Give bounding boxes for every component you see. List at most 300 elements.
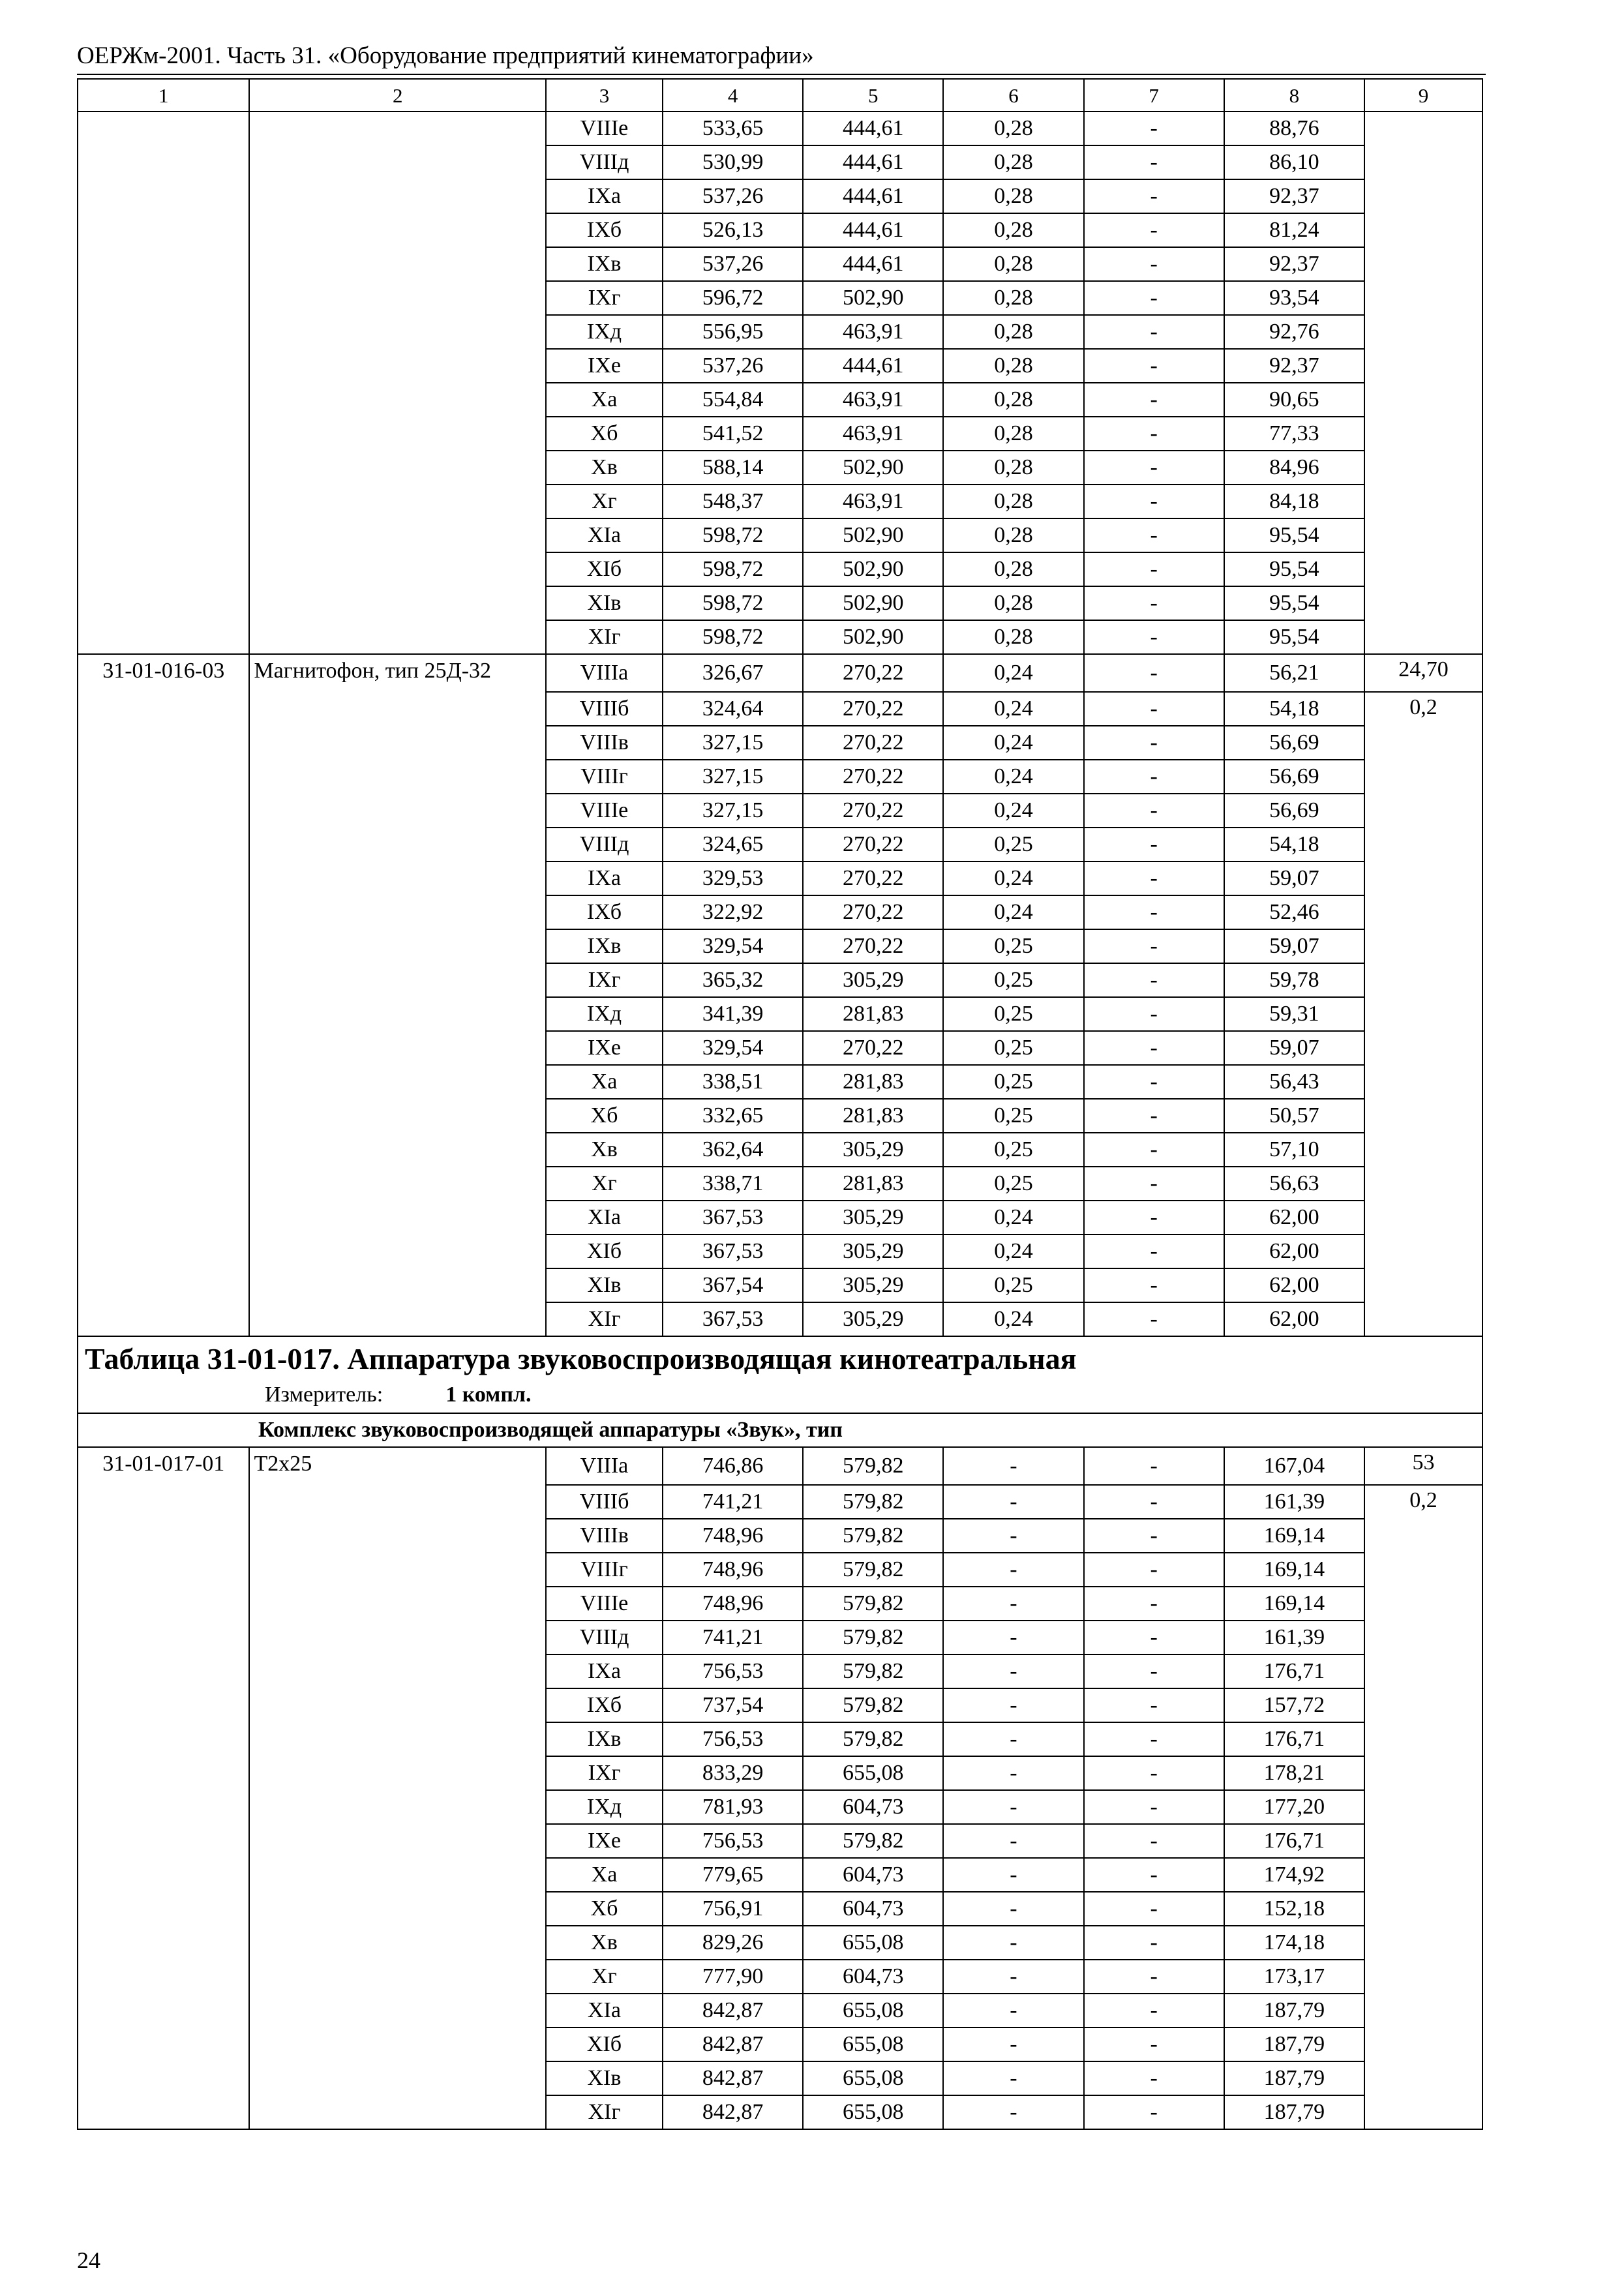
materials-cell: 62,00 — [1224, 1234, 1364, 1268]
zone-code-cell: IXа — [546, 1654, 663, 1688]
machinist-wages-cell: - — [1084, 1926, 1224, 1960]
machinist-wages-cell: - — [1084, 1133, 1224, 1167]
materials-cell: 157,72 — [1224, 1688, 1364, 1722]
zone-code-cell: IXд — [546, 997, 663, 1031]
machines-cell: - — [943, 1621, 1083, 1654]
machinist-wages-cell: - — [1084, 2095, 1224, 2129]
machinist-wages-cell: - — [1084, 417, 1224, 451]
zone-code-cell: IXг — [546, 281, 663, 315]
zone-code-cell: IXб — [546, 1688, 663, 1722]
wages-cell: 502,90 — [803, 552, 943, 586]
materials-cell: 62,00 — [1224, 1268, 1364, 1302]
wages-cell: 604,73 — [803, 1892, 943, 1926]
machines-cell: 0,28 — [943, 179, 1083, 213]
materials-cell: 95,54 — [1224, 552, 1364, 586]
zone-code-cell: VIIIв — [546, 726, 663, 760]
total-cost-cell: 526,13 — [663, 213, 803, 247]
machines-cell: 0,25 — [943, 1065, 1083, 1099]
wages-cell: 502,90 — [803, 620, 943, 654]
zone-code-cell: IXе — [546, 1824, 663, 1858]
machines-cell: - — [943, 1960, 1083, 1994]
materials-cell: 81,24 — [1224, 213, 1364, 247]
unit-line — [85, 1384, 1482, 1406]
machines-cell: - — [943, 1519, 1083, 1553]
machines-cell: - — [943, 1688, 1083, 1722]
zone-code-cell: VIIIе — [546, 794, 663, 828]
materials-cell: 56,63 — [1224, 1167, 1364, 1201]
zone-code-cell: Xв — [546, 1133, 663, 1167]
machinist-wages-cell: - — [1084, 1201, 1224, 1234]
machines-cell: 0,25 — [943, 1167, 1083, 1201]
machines-cell: 0,28 — [943, 145, 1083, 179]
total-cost-cell: 737,54 — [663, 1688, 803, 1722]
code-cell: 31-01-016-03 — [78, 654, 249, 1336]
wages-cell: 604,73 — [803, 1960, 943, 1994]
wages-cell: 502,90 — [803, 586, 943, 620]
zone-code-cell: VIIIб — [546, 1485, 663, 1519]
total-cost-cell: 588,14 — [663, 451, 803, 485]
zone-code-cell: IXе — [546, 349, 663, 383]
materials-cell: 178,21 — [1224, 1756, 1364, 1790]
machines-cell: 0,24 — [943, 760, 1083, 794]
wages-cell: 270,22 — [803, 828, 943, 861]
wages-cell: 281,83 — [803, 1167, 943, 1201]
machinist-wages-cell: - — [1084, 451, 1224, 485]
machinist-wages-cell: - — [1084, 1099, 1224, 1133]
wages-cell: 281,83 — [803, 1065, 943, 1099]
total-cost-cell: 748,96 — [663, 1553, 803, 1587]
zone-code-cell: VIIIд — [546, 145, 663, 179]
machines-cell: 0,24 — [943, 726, 1083, 760]
machines-cell: 0,24 — [943, 895, 1083, 929]
wages-cell: 270,22 — [803, 654, 943, 692]
wages-cell: 579,82 — [803, 1447, 943, 1485]
materials-cell: 50,57 — [1224, 1099, 1364, 1133]
total-cost-cell: 365,32 — [663, 963, 803, 997]
zone-code-cell: IXд — [546, 1790, 663, 1824]
machines-cell: - — [943, 1824, 1083, 1858]
total-cost-cell: 756,91 — [663, 1892, 803, 1926]
machinist-wages-cell: - — [1084, 1167, 1224, 1201]
wages-cell: 502,90 — [803, 451, 943, 485]
machines-cell: 0,28 — [943, 112, 1083, 145]
machines-cell: - — [943, 1892, 1083, 1926]
col9-empty-cell — [1364, 112, 1482, 654]
wages-cell: 655,08 — [803, 2061, 943, 2095]
zone-code-cell: VIIIг — [546, 1553, 663, 1587]
machinist-wages-cell: - — [1084, 794, 1224, 828]
materials-cell: 92,37 — [1224, 349, 1364, 383]
machines-cell: - — [943, 1926, 1083, 1960]
total-cost-cell: 533,65 — [663, 112, 803, 145]
zone-code-cell: XIб — [546, 2027, 663, 2061]
machinist-wages-cell: - — [1084, 1268, 1224, 1302]
materials-cell: 59,07 — [1224, 929, 1364, 963]
machines-cell: 0,24 — [943, 692, 1083, 726]
materials-cell: 90,65 — [1224, 383, 1364, 417]
materials-cell: 173,17 — [1224, 1960, 1364, 1994]
machinist-wages-cell: - — [1084, 692, 1224, 726]
total-cost-cell: 338,71 — [663, 1167, 803, 1201]
total-cost-cell: 362,64 — [663, 1133, 803, 1167]
machinist-wages-cell: - — [1084, 586, 1224, 620]
wages-cell: 579,82 — [803, 1485, 943, 1519]
machines-cell: - — [943, 1654, 1083, 1688]
zone-code-cell: XIг — [546, 2095, 663, 2129]
zone-code-cell: XIг — [546, 620, 663, 654]
machinist-wages-cell: - — [1084, 281, 1224, 315]
machinist-wages-cell: - — [1084, 1587, 1224, 1621]
machines-cell: - — [943, 1447, 1083, 1485]
total-cost-cell: 322,92 — [663, 895, 803, 929]
total-cost-cell: 842,87 — [663, 2095, 803, 2129]
zone-code-cell: Xа — [546, 383, 663, 417]
machinist-wages-cell: - — [1084, 485, 1224, 518]
total-cost-cell: 748,96 — [663, 1519, 803, 1553]
machines-cell: - — [943, 1756, 1083, 1790]
wages-cell: 655,08 — [803, 2095, 943, 2129]
zone-code-cell: VIIIг — [546, 760, 663, 794]
zone-code-cell: Xв — [546, 451, 663, 485]
machines-cell: 0,25 — [943, 1031, 1083, 1065]
table-title-row — [78, 1336, 1482, 1413]
total-cost-cell: 746,86 — [663, 1447, 803, 1485]
table-row — [78, 112, 1482, 145]
total-cost-cell: 338,51 — [663, 1065, 803, 1099]
wages-cell: 579,82 — [803, 1688, 943, 1722]
materials-cell: 84,18 — [1224, 485, 1364, 518]
machines-cell: - — [943, 2095, 1083, 2129]
machines-cell: - — [943, 1587, 1083, 1621]
materials-cell: 92,37 — [1224, 179, 1364, 213]
column-number-cell: 1 — [78, 79, 249, 112]
machines-cell: 0,25 — [943, 1133, 1083, 1167]
col9-value-cell: 0,2 — [1364, 1485, 1482, 2129]
zone-code-cell: IXе — [546, 1031, 663, 1065]
total-cost-cell: 327,15 — [663, 794, 803, 828]
materials-cell: 177,20 — [1224, 1790, 1364, 1824]
wages-cell: 579,82 — [803, 1553, 943, 1587]
column-number-cell: 7 — [1084, 79, 1224, 112]
total-cost-cell: 598,72 — [663, 518, 803, 552]
materials-cell: 86,10 — [1224, 145, 1364, 179]
zone-code-cell: IXг — [546, 963, 663, 997]
total-cost-cell: 324,65 — [663, 828, 803, 861]
machinist-wages-cell: - — [1084, 349, 1224, 383]
zone-code-cell: IXг — [546, 1756, 663, 1790]
total-cost-cell: 329,54 — [663, 929, 803, 963]
machines-cell: 0,25 — [943, 963, 1083, 997]
machines-cell: 0,24 — [943, 794, 1083, 828]
zone-code-cell: IXа — [546, 179, 663, 213]
machinist-wages-cell: - — [1084, 963, 1224, 997]
machinist-wages-cell: - — [1084, 2061, 1224, 2095]
wages-cell: 270,22 — [803, 692, 943, 726]
materials-cell: 59,07 — [1224, 861, 1364, 895]
machinist-wages-cell: - — [1084, 861, 1224, 895]
wages-cell: 444,61 — [803, 213, 943, 247]
total-cost-cell: 779,65 — [663, 1858, 803, 1892]
zone-code-cell: Xг — [546, 1167, 663, 1201]
machines-cell: 0,25 — [943, 1099, 1083, 1133]
total-cost-cell: 596,72 — [663, 281, 803, 315]
code-cell-continued — [78, 112, 249, 654]
materials-cell: 52,46 — [1224, 895, 1364, 929]
materials-cell: 152,18 — [1224, 1892, 1364, 1926]
total-cost-cell: 842,87 — [663, 2061, 803, 2095]
machinist-wages-cell: - — [1084, 760, 1224, 794]
name-cell-continued — [249, 112, 546, 654]
total-cost-cell: 556,95 — [663, 315, 803, 349]
wages-cell: 579,82 — [803, 1654, 943, 1688]
zone-code-cell: VIIIв — [546, 1519, 663, 1553]
table-title: Таблица 31-01-017. Аппаратура звуковоспроизводящая кинотеатральная — [85, 1342, 1077, 1375]
zone-code-cell: VIIIд — [546, 828, 663, 861]
machinist-wages-cell: - — [1084, 112, 1224, 145]
machines-cell: 0,28 — [943, 349, 1083, 383]
machines-cell: 0,28 — [943, 518, 1083, 552]
machinist-wages-cell: - — [1084, 997, 1224, 1031]
machines-cell: 0,24 — [943, 654, 1083, 692]
wages-cell: 579,82 — [803, 1621, 943, 1654]
wages-cell: 444,61 — [803, 349, 943, 383]
materials-cell: 57,10 — [1224, 1133, 1364, 1167]
column-number-cell: 4 — [663, 79, 803, 112]
wages-cell: 579,82 — [803, 1587, 943, 1621]
machinist-wages-cell: - — [1084, 315, 1224, 349]
wages-cell: 502,90 — [803, 518, 943, 552]
zone-code-cell: VIIIд — [546, 1621, 663, 1654]
total-cost-cell: 332,65 — [663, 1099, 803, 1133]
total-cost-cell: 598,72 — [663, 586, 803, 620]
zone-code-cell: Xб — [546, 1892, 663, 1926]
total-cost-cell: 341,39 — [663, 997, 803, 1031]
wages-cell: 604,73 — [803, 1858, 943, 1892]
total-cost-cell: 756,53 — [663, 1824, 803, 1858]
machinist-wages-cell: - — [1084, 1858, 1224, 1892]
machines-cell: 0,24 — [943, 1234, 1083, 1268]
materials-cell: 54,18 — [1224, 828, 1364, 861]
wages-cell: 305,29 — [803, 1133, 943, 1167]
zone-code-cell: XIг — [546, 1302, 663, 1336]
machines-cell: 0,28 — [943, 213, 1083, 247]
machines-cell: 0,28 — [943, 552, 1083, 586]
machines-cell: - — [943, 1790, 1083, 1824]
zone-code-cell: XIв — [546, 1268, 663, 1302]
wages-cell: 270,22 — [803, 861, 943, 895]
wages-cell: 444,61 — [803, 247, 943, 281]
materials-cell: 62,00 — [1224, 1201, 1364, 1234]
total-cost-cell: 541,52 — [663, 417, 803, 451]
zone-code-cell: Xв — [546, 1926, 663, 1960]
col9-value-cell: 24,70 — [1364, 654, 1482, 692]
col9-value-cell: 53 — [1364, 1447, 1482, 1485]
machines-cell: 0,28 — [943, 485, 1083, 518]
total-cost-cell: 329,53 — [663, 861, 803, 895]
machinist-wages-cell: - — [1084, 1621, 1224, 1654]
machinist-wages-cell: - — [1084, 1031, 1224, 1065]
zone-code-cell: Xб — [546, 417, 663, 451]
machinist-wages-cell: - — [1084, 895, 1224, 929]
column-number-cell: 6 — [943, 79, 1083, 112]
materials-cell: 62,00 — [1224, 1302, 1364, 1336]
total-cost-cell: 756,53 — [663, 1654, 803, 1688]
materials-cell: 77,33 — [1224, 417, 1364, 451]
page-number: 24 — [77, 2247, 100, 2273]
zone-code-cell: Xа — [546, 1858, 663, 1892]
wages-cell: 305,29 — [803, 1234, 943, 1268]
name-cell: Магнитофон, тип 25Д-32 — [249, 654, 546, 1336]
machines-cell: 0,28 — [943, 383, 1083, 417]
machinist-wages-cell: - — [1084, 1654, 1224, 1688]
wages-cell: 281,83 — [803, 1099, 943, 1133]
machinist-wages-cell: - — [1084, 1688, 1224, 1722]
wages-cell: 270,22 — [803, 895, 943, 929]
machinist-wages-cell: - — [1084, 1756, 1224, 1790]
zone-code-cell: VIIIе — [546, 112, 663, 145]
materials-cell: 187,79 — [1224, 2095, 1364, 2129]
wages-cell: 463,91 — [803, 383, 943, 417]
table-row — [78, 654, 1482, 692]
wages-cell: 463,91 — [803, 485, 943, 518]
machinist-wages-cell: - — [1084, 1824, 1224, 1858]
materials-cell: 56,21 — [1224, 654, 1364, 692]
code-cell: 31-01-017-01 — [78, 1447, 249, 2129]
rates-table — [77, 78, 1483, 2130]
zone-code-cell: XIа — [546, 1994, 663, 2027]
total-cost-cell: 327,15 — [663, 726, 803, 760]
total-cost-cell: 367,53 — [663, 1234, 803, 1268]
unit-value: 1 компл. — [445, 1383, 532, 1407]
materials-cell: 56,69 — [1224, 726, 1364, 760]
subheading-row — [78, 1413, 1482, 1447]
column-number-cell: 8 — [1224, 79, 1364, 112]
zone-code-cell: VIIIе — [546, 1587, 663, 1621]
total-cost-cell: 530,99 — [663, 145, 803, 179]
total-cost-cell: 829,26 — [663, 1926, 803, 1960]
wages-cell: 444,61 — [803, 112, 943, 145]
zone-code-cell: Xг — [546, 485, 663, 518]
machinist-wages-cell: - — [1084, 654, 1224, 692]
wages-cell: 655,08 — [803, 1994, 943, 2027]
total-cost-cell: 842,87 — [663, 2027, 803, 2061]
machines-cell: 0,25 — [943, 929, 1083, 963]
zone-code-cell: IXв — [546, 929, 663, 963]
wages-cell: 270,22 — [803, 794, 943, 828]
machinist-wages-cell: - — [1084, 179, 1224, 213]
total-cost-cell: 833,29 — [663, 1756, 803, 1790]
materials-cell: 167,04 — [1224, 1447, 1364, 1485]
machinist-wages-cell: - — [1084, 929, 1224, 963]
wages-cell: 604,73 — [803, 1790, 943, 1824]
materials-cell: 59,78 — [1224, 963, 1364, 997]
zone-code-cell: Xг — [546, 1960, 663, 1994]
machines-cell: - — [943, 1485, 1083, 1519]
zone-code-cell: Xб — [546, 1099, 663, 1133]
wages-cell: 579,82 — [803, 1824, 943, 1858]
machinist-wages-cell: - — [1084, 1722, 1224, 1756]
wages-cell: 270,22 — [803, 929, 943, 963]
materials-cell: 59,31 — [1224, 997, 1364, 1031]
materials-cell: 84,96 — [1224, 451, 1364, 485]
total-cost-cell: 537,26 — [663, 179, 803, 213]
wages-cell: 655,08 — [803, 1756, 943, 1790]
subheading-cell: Комплекс звуковоспроизводящей аппаратуры «Звук», тип — [78, 1413, 1482, 1447]
machinist-wages-cell: - — [1084, 1447, 1224, 1485]
wages-cell: 305,29 — [803, 1268, 943, 1302]
zone-code-cell: Xа — [546, 1065, 663, 1099]
materials-cell: 187,79 — [1224, 1994, 1364, 2027]
machines-cell: 0,28 — [943, 315, 1083, 349]
machinist-wages-cell: - — [1084, 2027, 1224, 2061]
zone-code-cell: XIб — [546, 1234, 663, 1268]
machines-cell: 0,28 — [943, 247, 1083, 281]
machinist-wages-cell: - — [1084, 247, 1224, 281]
machines-cell: 0,28 — [943, 281, 1083, 315]
machinist-wages-cell: - — [1084, 1960, 1224, 1994]
materials-cell: 174,92 — [1224, 1858, 1364, 1892]
table-title-cell — [78, 1336, 1482, 1413]
machines-cell: 0,25 — [943, 997, 1083, 1031]
machines-cell: 0,24 — [943, 1302, 1083, 1336]
wages-cell: 305,29 — [803, 963, 943, 997]
zone-code-cell: VIIIа — [546, 654, 663, 692]
machinist-wages-cell: - — [1084, 213, 1224, 247]
machinist-wages-cell: - — [1084, 1519, 1224, 1553]
materials-cell: 176,71 — [1224, 1654, 1364, 1688]
zone-code-cell: VIIIб — [546, 692, 663, 726]
materials-cell: 59,07 — [1224, 1031, 1364, 1065]
total-cost-cell: 554,84 — [663, 383, 803, 417]
machinist-wages-cell: - — [1084, 828, 1224, 861]
machinist-wages-cell: - — [1084, 145, 1224, 179]
machinist-wages-cell: - — [1084, 1065, 1224, 1099]
zone-code-cell: IXб — [546, 213, 663, 247]
wages-cell: 281,83 — [803, 997, 943, 1031]
materials-cell: 88,76 — [1224, 112, 1364, 145]
zone-code-cell: XIв — [546, 2061, 663, 2095]
materials-cell: 95,54 — [1224, 620, 1364, 654]
materials-cell: 56,69 — [1224, 760, 1364, 794]
wages-cell: 270,22 — [803, 1031, 943, 1065]
total-cost-cell: 324,64 — [663, 692, 803, 726]
zone-code-cell: IXб — [546, 895, 663, 929]
total-cost-cell: 741,21 — [663, 1485, 803, 1519]
total-cost-cell: 777,90 — [663, 1960, 803, 1994]
machinist-wages-cell: - — [1084, 1994, 1224, 2027]
machinist-wages-cell: - — [1084, 726, 1224, 760]
materials-cell: 56,69 — [1224, 794, 1364, 828]
zone-code-cell: VIIIа — [546, 1447, 663, 1485]
materials-cell: 169,14 — [1224, 1587, 1364, 1621]
table-body — [78, 79, 1482, 2129]
wages-cell: 444,61 — [803, 145, 943, 179]
materials-cell: 161,39 — [1224, 1485, 1364, 1519]
wages-cell: 305,29 — [803, 1302, 943, 1336]
wages-cell: 444,61 — [803, 179, 943, 213]
wages-cell: 305,29 — [803, 1201, 943, 1234]
wages-cell: 502,90 — [803, 281, 943, 315]
materials-cell: 54,18 — [1224, 692, 1364, 726]
zone-code-cell: XIа — [546, 518, 663, 552]
wages-cell: 270,22 — [803, 760, 943, 794]
machines-cell: 0,25 — [943, 1268, 1083, 1302]
unit-label: Измеритель: — [265, 1383, 383, 1407]
zone-code-cell: XIа — [546, 1201, 663, 1234]
machinist-wages-cell: - — [1084, 1234, 1224, 1268]
total-cost-cell: 367,54 — [663, 1268, 803, 1302]
machinist-wages-cell: - — [1084, 1302, 1224, 1336]
